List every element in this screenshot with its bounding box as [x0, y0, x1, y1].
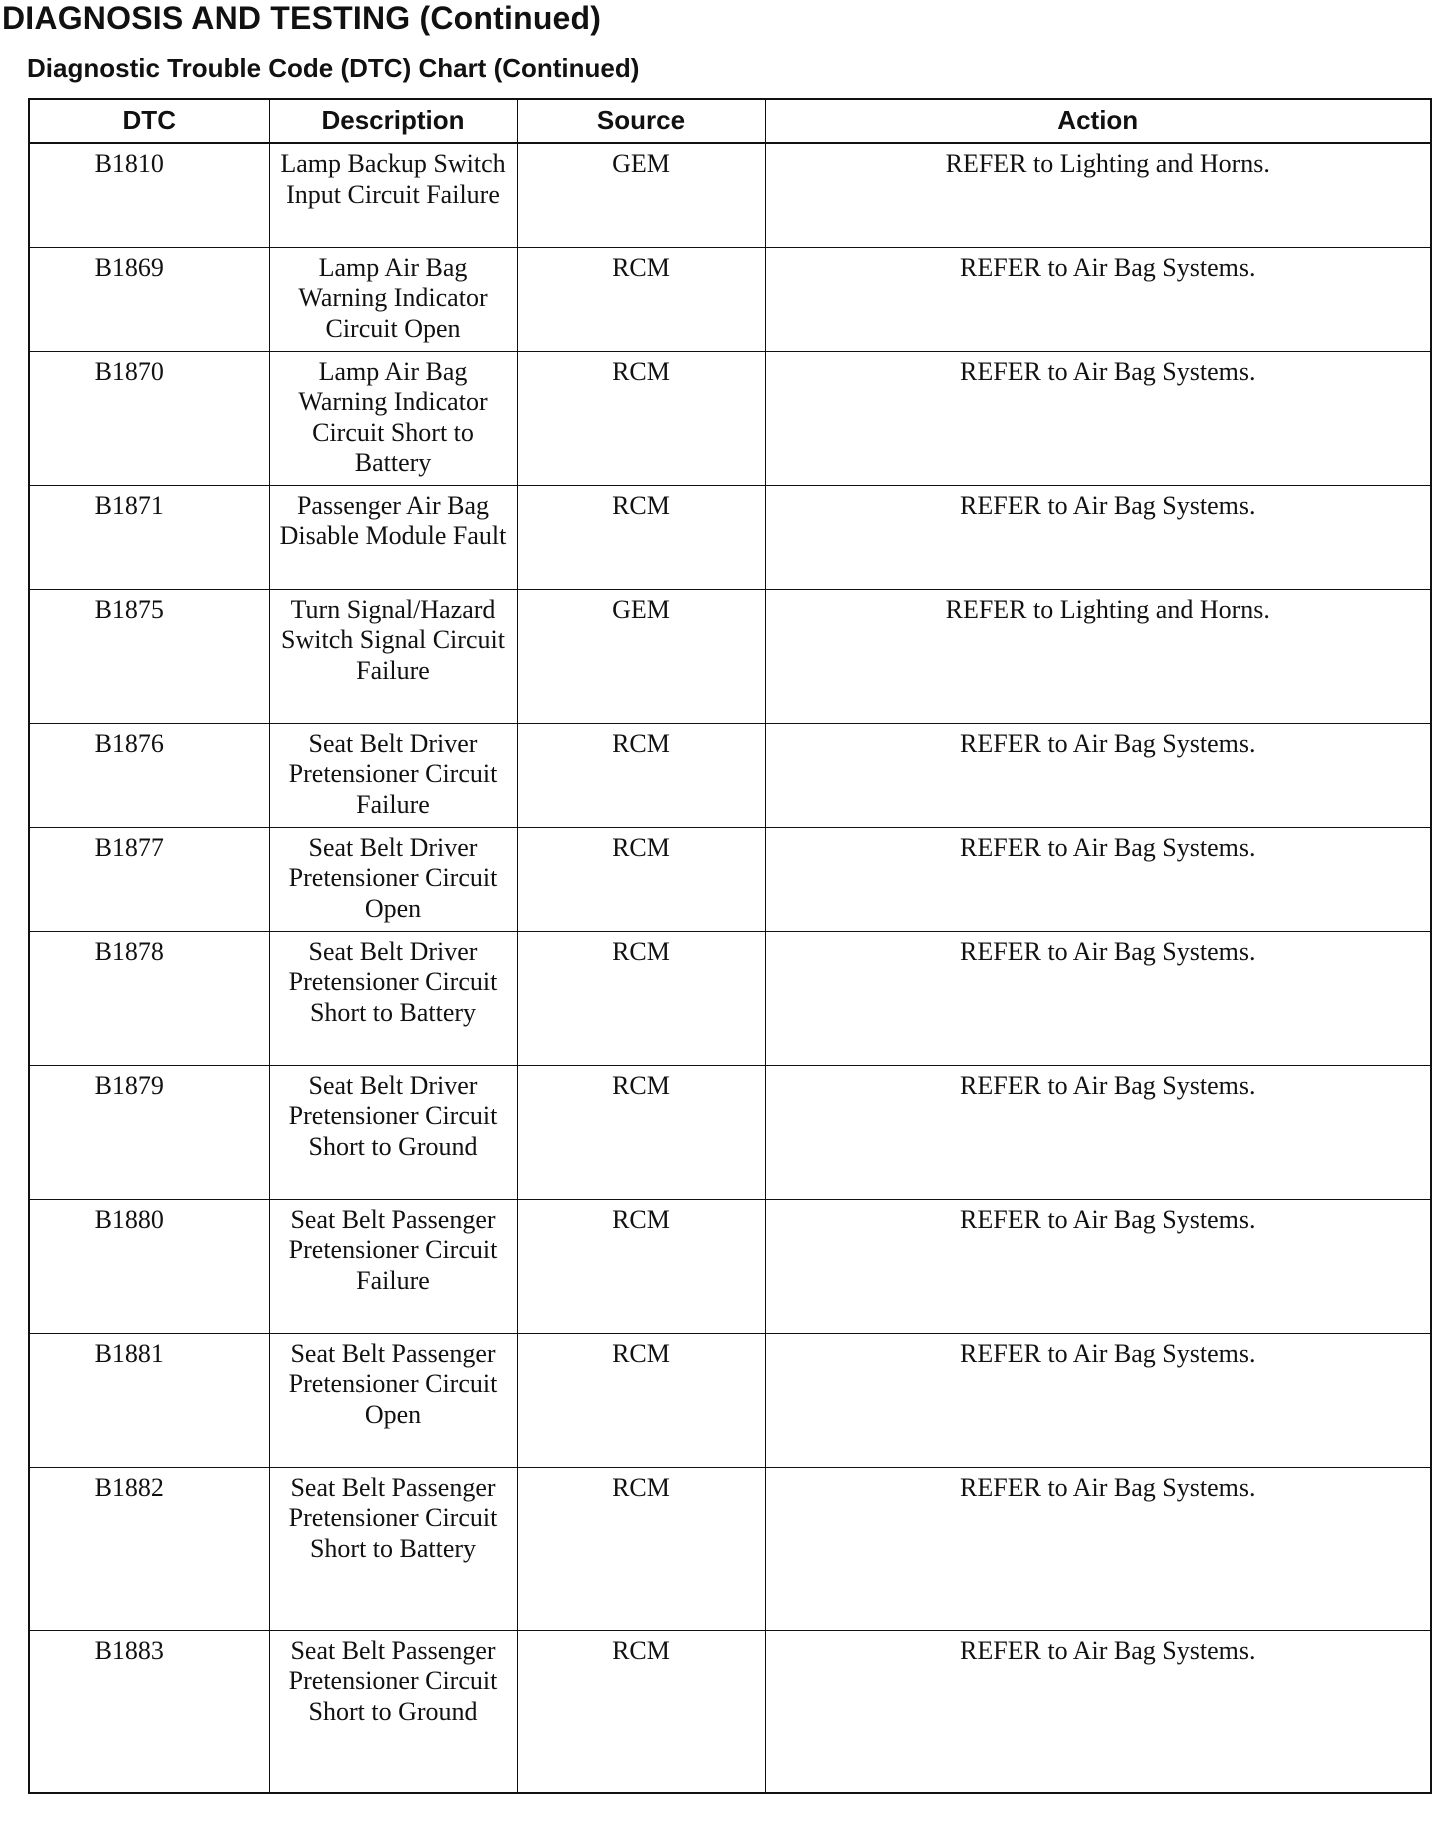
- dtc-source: RCM: [517, 1333, 765, 1467]
- dtc-code: B1880: [29, 1199, 269, 1333]
- dtc-code: B1878: [29, 931, 269, 1065]
- dtc-action: REFER to Air Bag Systems.: [765, 1065, 1431, 1199]
- dtc-code: B1881: [29, 1333, 269, 1467]
- dtc-description: Seat Belt Driver Pretensioner Circuit Open: [269, 827, 517, 931]
- dtc-description: Seat Belt Passenger Pretensioner Circuit Failure: [269, 1199, 517, 1333]
- column-header-dtc: DTC: [29, 99, 269, 143]
- table-row: [29, 1199, 1431, 1333]
- dtc-chart-table: [28, 98, 1432, 1794]
- table-row: [29, 1333, 1431, 1467]
- table-row: [29, 1630, 1431, 1793]
- dtc-description: Lamp Air Bag Warning Indicator Circuit Short to Battery: [269, 351, 517, 485]
- table-row: [29, 485, 1431, 589]
- dtc-description: Seat Belt Driver Pretensioner Circuit Short to Ground: [269, 1065, 517, 1199]
- column-header-source: Source: [517, 99, 765, 143]
- table-row: [29, 1467, 1431, 1630]
- dtc-description: Passenger Air Bag Disable Module Fault: [269, 485, 517, 589]
- dtc-source: RCM: [517, 827, 765, 931]
- table-row: [29, 1065, 1431, 1199]
- dtc-action: REFER to Lighting and Horns.: [765, 143, 1431, 247]
- dtc-code: B1879: [29, 1065, 269, 1199]
- dtc-action: REFER to Air Bag Systems.: [765, 827, 1431, 931]
- dtc-source: RCM: [517, 723, 765, 827]
- dtc-description: Seat Belt Passenger Pretensioner Circuit Short to Battery: [269, 1467, 517, 1630]
- dtc-code: B1877: [29, 827, 269, 931]
- dtc-source: RCM: [517, 931, 765, 1065]
- dtc-action: REFER to Air Bag Systems.: [765, 1467, 1431, 1630]
- table-row: [29, 589, 1431, 723]
- dtc-action: REFER to Air Bag Systems.: [765, 485, 1431, 589]
- dtc-source: RCM: [517, 351, 765, 485]
- section-title: DIAGNOSIS AND TESTING (Continued): [2, 0, 602, 36]
- dtc-action: REFER to Air Bag Systems.: [765, 1630, 1431, 1793]
- dtc-code: B1876: [29, 723, 269, 827]
- dtc-source: RCM: [517, 1467, 765, 1630]
- table-header-row: [29, 99, 1431, 143]
- dtc-description: Turn Signal/Hazard Switch Signal Circuit Failure: [269, 589, 517, 723]
- dtc-action: REFER to Lighting and Horns.: [765, 589, 1431, 723]
- column-header-description: Description: [269, 99, 517, 143]
- dtc-code: B1810: [29, 143, 269, 247]
- dtc-description: Seat Belt Driver Pretensioner Circuit Short to Battery: [269, 931, 517, 1065]
- dtc-action: REFER to Air Bag Systems.: [765, 1199, 1431, 1333]
- table-row: [29, 723, 1431, 827]
- dtc-source: RCM: [517, 1630, 765, 1793]
- dtc-description: Seat Belt Driver Pretensioner Circuit Failure: [269, 723, 517, 827]
- dtc-source: RCM: [517, 1199, 765, 1333]
- table-body: [29, 143, 1431, 1793]
- dtc-action: REFER to Air Bag Systems.: [765, 723, 1431, 827]
- table-row: [29, 247, 1431, 351]
- dtc-source: GEM: [517, 143, 765, 247]
- dtc-description: Seat Belt Passenger Pretensioner Circuit Open: [269, 1333, 517, 1467]
- dtc-description: Lamp Backup Switch Input Circuit Failure: [269, 143, 517, 247]
- dtc-action: REFER to Air Bag Systems.: [765, 1333, 1431, 1467]
- dtc-code: B1882: [29, 1467, 269, 1630]
- dtc-description: Lamp Air Bag Warning Indicator Circuit Open: [269, 247, 517, 351]
- table-row: [29, 351, 1431, 485]
- dtc-code: B1869: [29, 247, 269, 351]
- column-header-action: Action: [765, 99, 1431, 143]
- dtc-description: Seat Belt Passenger Pretensioner Circuit Short to Ground: [269, 1630, 517, 1793]
- dtc-source: GEM: [517, 589, 765, 723]
- dtc-source: RCM: [517, 247, 765, 351]
- dtc-source: RCM: [517, 1065, 765, 1199]
- table-row: [29, 827, 1431, 931]
- dtc-code: B1871: [29, 485, 269, 589]
- dtc-code: B1875: [29, 589, 269, 723]
- dtc-code: B1883: [29, 1630, 269, 1793]
- table-title: Diagnostic Trouble Code (DTC) Chart (Continued): [27, 53, 640, 83]
- table-row: [29, 931, 1431, 1065]
- dtc-source: RCM: [517, 485, 765, 589]
- dtc-action: REFER to Air Bag Systems.: [765, 351, 1431, 485]
- dtc-action: REFER to Air Bag Systems.: [765, 931, 1431, 1065]
- dtc-action: REFER to Air Bag Systems.: [765, 247, 1431, 351]
- table-row: [29, 143, 1431, 247]
- dtc-code: B1870: [29, 351, 269, 485]
